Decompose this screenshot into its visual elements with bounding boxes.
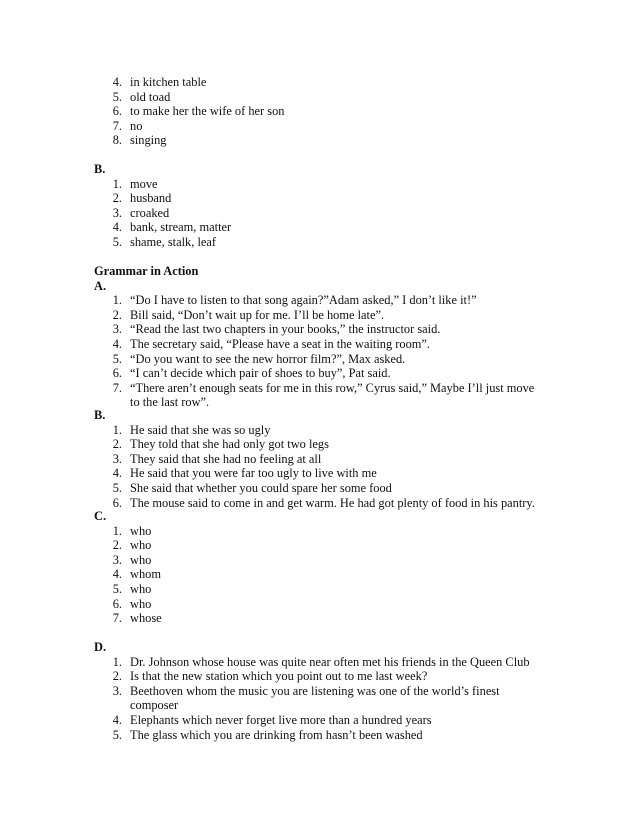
item-text: no (130, 118, 143, 133)
item-text: move (130, 176, 158, 191)
item-text: Dr. Johnson whose house was quite near often met his friends in the Queen Club (130, 654, 530, 669)
item-number: 1. (112, 293, 122, 308)
item-number: 3. (112, 552, 122, 567)
item-text: whom (130, 567, 161, 582)
item-number: 4. (112, 220, 122, 235)
item-number: 5. (112, 582, 122, 596)
item-number: 5. (112, 481, 122, 495)
item-number: 7. (112, 118, 122, 133)
section-title: Grammar in Action (94, 264, 199, 278)
item-text: The mouse said to come in and get warm. He had got plenty of food in his pantry. (130, 495, 535, 510)
item-text: croaked (130, 205, 170, 220)
item-text: shame, stalk, leaf (130, 235, 217, 249)
item-number: 3. (112, 451, 122, 466)
item-number: 6. (112, 596, 122, 611)
item-text: who (130, 538, 152, 553)
item-text: They told that she had only got two legs (130, 437, 329, 452)
item-number: 2. (112, 437, 122, 452)
item-number: 3. (112, 322, 122, 337)
section-heading: D. (94, 640, 107, 654)
item-number: 1. (112, 422, 122, 437)
item-number: 4. (112, 466, 122, 481)
item-number: 6. (112, 104, 122, 119)
item-text: old toad (130, 89, 171, 104)
item-number: 2. (112, 538, 122, 553)
item-number: 1. (112, 176, 122, 191)
item-text: who (130, 552, 152, 567)
item-text: The secretary said, “Please have a seat in the waiting room”. (130, 337, 431, 351)
item-number: 5. (112, 727, 122, 742)
item-number: 2. (112, 669, 122, 684)
item-text: Is that the new station which you point out to me last week? (130, 669, 428, 684)
item-number: 3. (112, 683, 122, 698)
section-heading: A. (94, 278, 107, 293)
section-heading: B. (94, 162, 106, 176)
item-number: 6. (112, 495, 122, 510)
item-text: husband (130, 191, 172, 206)
item-number: 4. (112, 567, 122, 582)
item-text: singing (130, 133, 167, 148)
item-number: 7. (112, 380, 122, 395)
item-text: Elephants which never forget live more than a hundred years (130, 713, 432, 727)
item-number: 1. (112, 523, 122, 538)
item-number: 3. (112, 205, 122, 220)
item-number: 8. (112, 133, 122, 148)
item-text: She said that whether you could spare her some food (130, 481, 392, 495)
item-number: 1. (112, 654, 122, 669)
item-text: bank, stream, matter (130, 220, 232, 235)
section-heading: C. (94, 509, 107, 523)
item-number: 2. (112, 307, 122, 322)
item-text: to make her the wife of her son (130, 104, 285, 119)
item-text: “Read the last two chapters in your books,” the instructor said. (130, 322, 441, 337)
item-number: 4. (112, 337, 122, 351)
item-number: 4. (112, 713, 122, 727)
item-number: 2. (112, 191, 122, 206)
item-text: “Do I have to listen to that song again?”Adam asked,” I don’t like it!” (130, 293, 477, 308)
item-text: Beethoven whom the music you are listening was one of the world’s finest (130, 683, 500, 698)
item-text: He said that you were far too ugly to live with me (130, 466, 377, 481)
item-number: 5. (112, 89, 122, 104)
item-number: 5. (112, 351, 122, 366)
item-text: whose (130, 611, 162, 626)
item-text: who (130, 596, 152, 611)
item-text: “I can’t decide which pair of shoes to buy”, Pat said. (130, 366, 391, 381)
item-number: 5. (112, 235, 122, 249)
item-text-continued: to the last row”. (130, 395, 210, 410)
item-number: 4. (112, 75, 122, 89)
item-text: “Do you want to see the new horror film?”, Max asked. (130, 351, 406, 366)
item-text: He said that she was so ugly (130, 422, 271, 437)
item-text-continued: composer (130, 698, 179, 713)
item-text: “There aren’t enough seats for me in this row,” Cyrus said,” Maybe I’ll just move (130, 380, 535, 395)
item-number: 7. (112, 611, 122, 626)
item-text: who (130, 523, 152, 538)
item-text: They said that she had no feeling at all (130, 451, 322, 466)
item-number: 6. (112, 366, 122, 381)
item-text: who (130, 582, 152, 596)
item-text: The glass which you are drinking from hasn’t been washed (130, 727, 423, 742)
section-heading: B. (94, 408, 106, 422)
item-text: in kitchen table (130, 75, 207, 89)
item-text: Bill said, “Don’t wait up for me. I’ll be home late”. (130, 307, 385, 322)
